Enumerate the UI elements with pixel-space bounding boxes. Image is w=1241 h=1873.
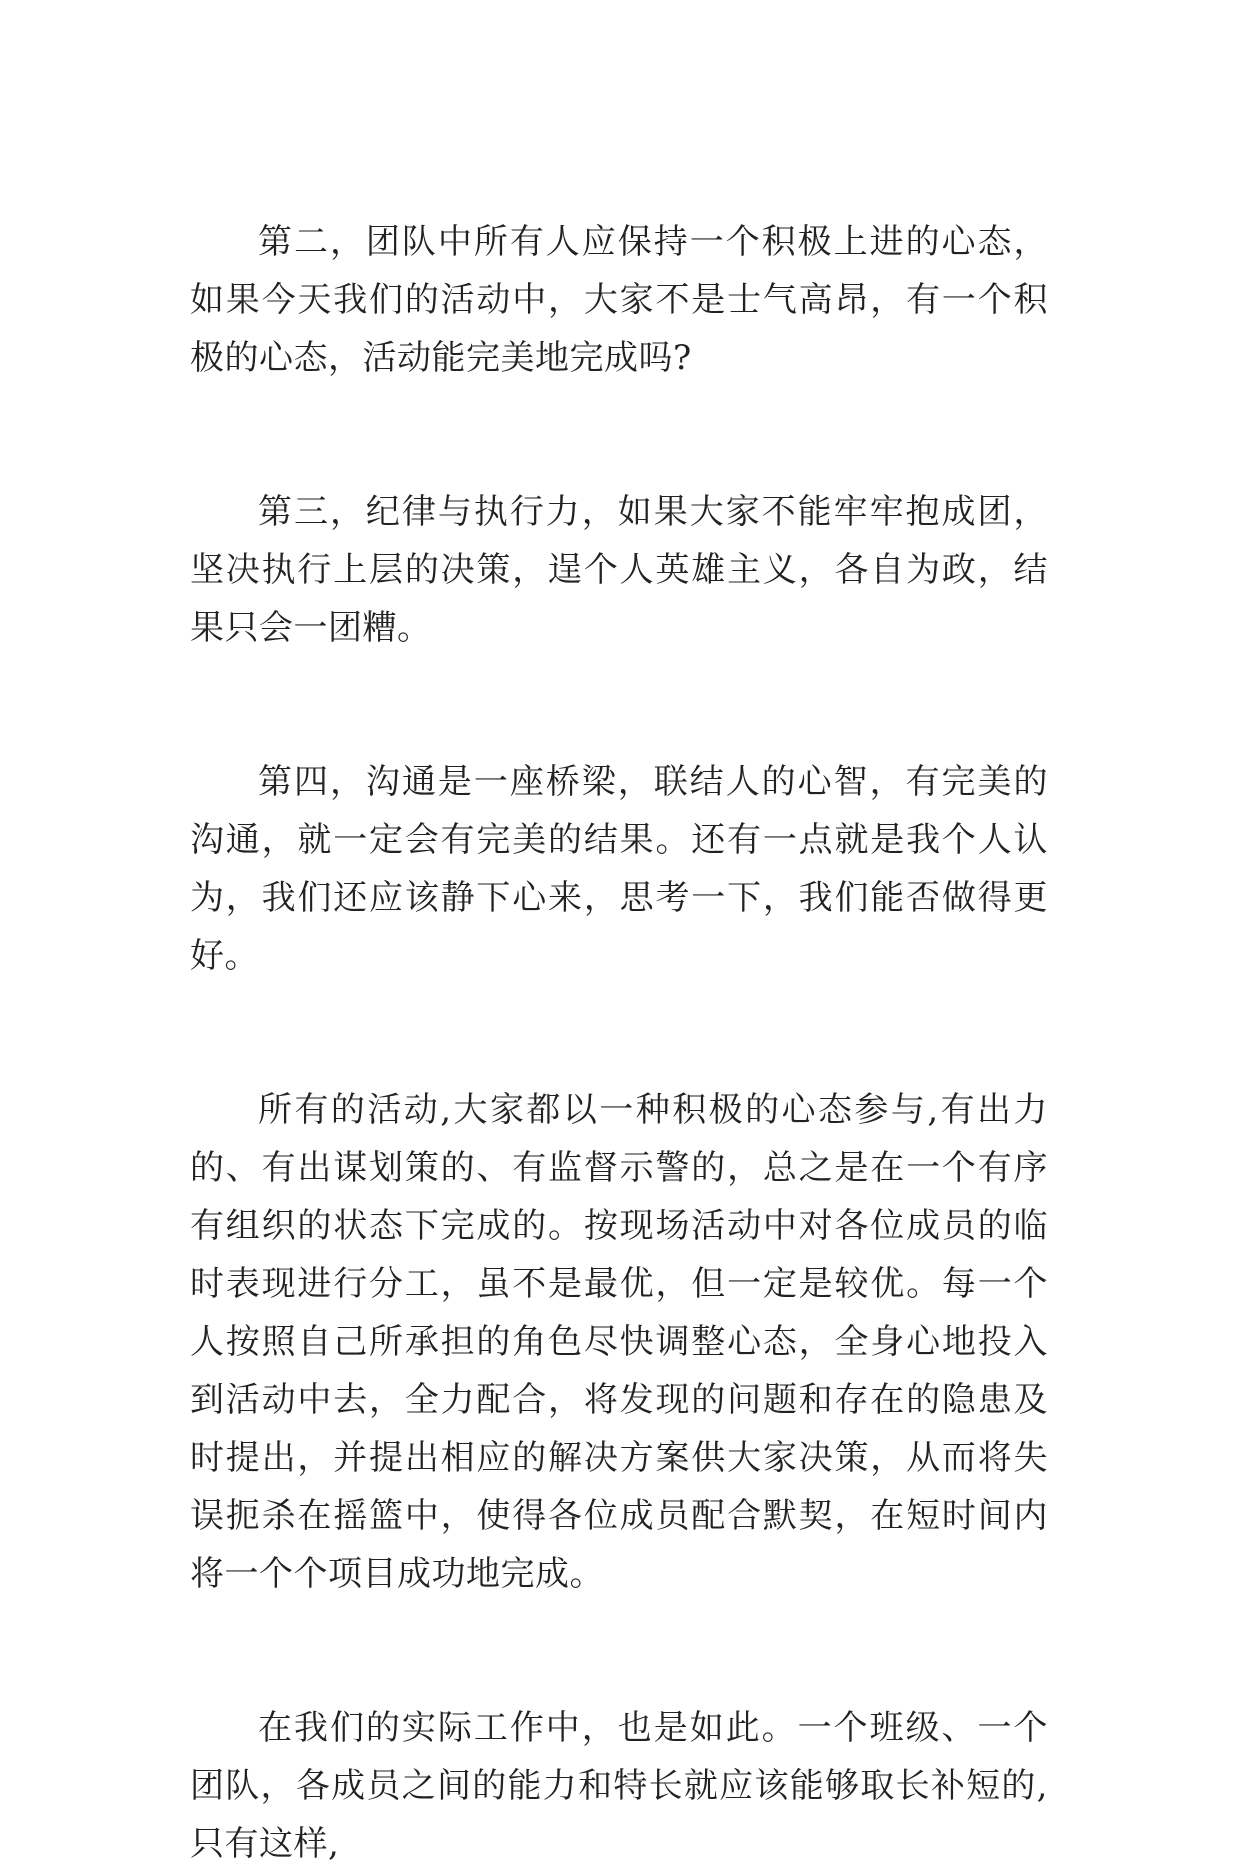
paragraph-actual-work: 在我们的实际工作中，也是如此。一个班级、一个团队，各成员之间的能力和特长就应该能够取长补短的,只有这样, — [190, 1708, 1048, 1864]
paragraph-discipline-execution: 第三，纪律与执行力，如果大家不能牢牢抱成团，坚决执行上层的决策，逞个人英雄主义，各自为政，结果只会一团糟。 — [190, 492, 1048, 648]
document-body — [190, 213, 1048, 1873]
paragraph-activity-summary: 所有的活动,大家都以一种积极的心态参与,有出力的、有出谋划策的、有监督示警的，总之是在一个有序有组织的状态下完成的。按现场活动中对各位成员的临时表现进行分工，虽不是最优，但一定是较优。每一个人按照自己所承担的角色尽快调整心态，全身心地投入到活动中去，全力配合，将发现的问题和存在的隐患及时提出，并提出相应的解决方案供大家决策，从而将失误扼杀在摇篮中，使得各位成员配合默契，在短时间内将一个个项目成功地完成。 — [190, 1090, 1048, 1594]
paragraph-teamwork-attitude: 第二，团队中所有人应保持一个积极上进的心态，如果今天我们的活动中，大家不是士气高昂，有一个积极的心态，活动能完美地完成吗? — [190, 222, 1048, 378]
paragraph-communication: 第四，沟通是一座桥梁，联结人的心智，有完美的沟通，就一定会有完美的结果。还有一点就是我个人认为，我们还应该静下心来，思考一下，我们能否做得更好。 — [190, 762, 1048, 976]
